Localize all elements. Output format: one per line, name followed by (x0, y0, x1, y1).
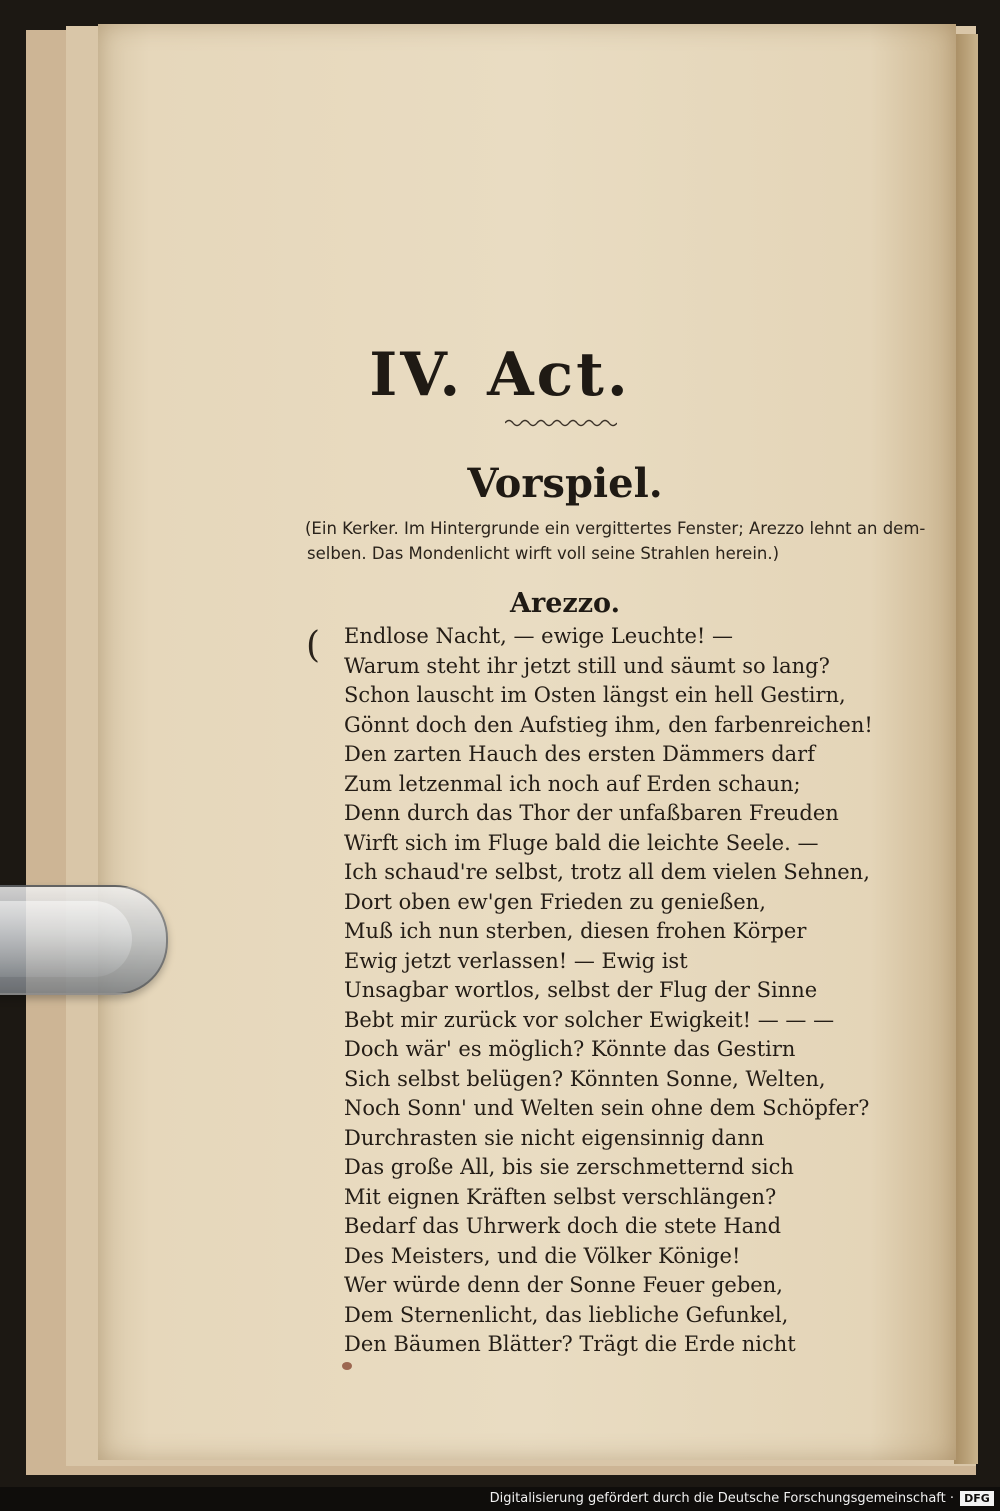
page-clip (0, 885, 168, 995)
verse-line: Warum steht ihr jetzt still und säumt so lang? (344, 653, 830, 678)
verse-line: Noch Sonn' und Welten sein ohne dem Schöpfer? (344, 1096, 870, 1120)
scene-title: Vorspiel. (467, 460, 663, 507)
verse-line: Durchrasten sie nicht eigensinnig dann (344, 1125, 765, 1150)
wavy-ornament (505, 416, 617, 430)
verse-line: Endlose Nacht, — ewige Leuchte! — (344, 624, 734, 648)
verse-line: Dem Sternenlicht, das liebliche Gefunkel, (344, 1302, 789, 1327)
verse-line: Unsagbar wortlos, selbst der Flug der Sinne (344, 978, 818, 1002)
stage-direction (305, 516, 926, 566)
verse-line: Bebt mir zurück vor solcher Ewigkeit! — — — (344, 1007, 835, 1032)
verse-line: Sich selbst belügen? Könnten Sonne, Welten, (344, 1066, 826, 1091)
verse-line: Des Meisters, und die Völker Könige! (344, 1243, 741, 1268)
verse-line: Ich schaud're selbst, trotz all dem vielen Sehnen, (344, 860, 870, 884)
verse-line: Mit eignen Kräften selbst verschlängen? (344, 1184, 777, 1209)
verse-line: Denn durch das Thor der unfaßbaren Freuden (344, 801, 839, 825)
verse-line: Doch wär' es möglich? Könnte das Gestirn (344, 1037, 796, 1061)
verse-block (344, 622, 904, 1360)
footer-credit: Digitalisierung gefördert durch die Deutsche Forschungsgemeinschaft · (489, 1491, 954, 1506)
book-right-edge (954, 34, 978, 1464)
verse-line: Ewig jetzt verlassen! — Ewig ist (344, 948, 688, 973)
stage-direction-line: selben. Das Mondenlicht wirft voll seine Strahlen herein.) (307, 544, 780, 563)
stage-direction-line: (Ein Kerker. Im Hintergrunde ein vergittertes Fenster; Arezzo lehnt an dem- (305, 519, 926, 538)
ink-mark (342, 1362, 352, 1370)
verse-line: Wer würde denn der Sonne Feuer geben, (344, 1273, 783, 1297)
dfg-logo: DFG (960, 1491, 994, 1506)
verse-line: Muß ich nun sterben, diesen frohen Körper (344, 919, 807, 943)
verse-line: Den zarten Hauch des ersten Dämmers darf (344, 742, 815, 766)
verse-line: Wirft sich im Fluge bald die leichte Seele. — (344, 830, 819, 855)
act-title: IV. Act. (369, 340, 631, 410)
verse-line: Schon lauscht im Osten längst ein hell Gestirn, (344, 683, 846, 707)
verse-line: Den Bäumen Blätter? Trägt die Erde nicht (344, 1332, 796, 1356)
verse-line: Bedarf das Uhrwerk doch die stete Hand (344, 1214, 782, 1238)
speaker-name: Arezzo. (510, 588, 620, 619)
verse-line: Dort oben ew'gen Frieden zu genießen, (344, 889, 766, 914)
verse-line: Gönnt doch den Aufstieg ihm, den farbenreichen! (344, 712, 873, 737)
verse-line: Das große All, bis sie zerschmetternd sich (344, 1155, 794, 1179)
verse-line: Zum letzenmal ich noch auf Erden schaun; (344, 771, 801, 796)
verse-parenthesis: ( (306, 625, 321, 666)
